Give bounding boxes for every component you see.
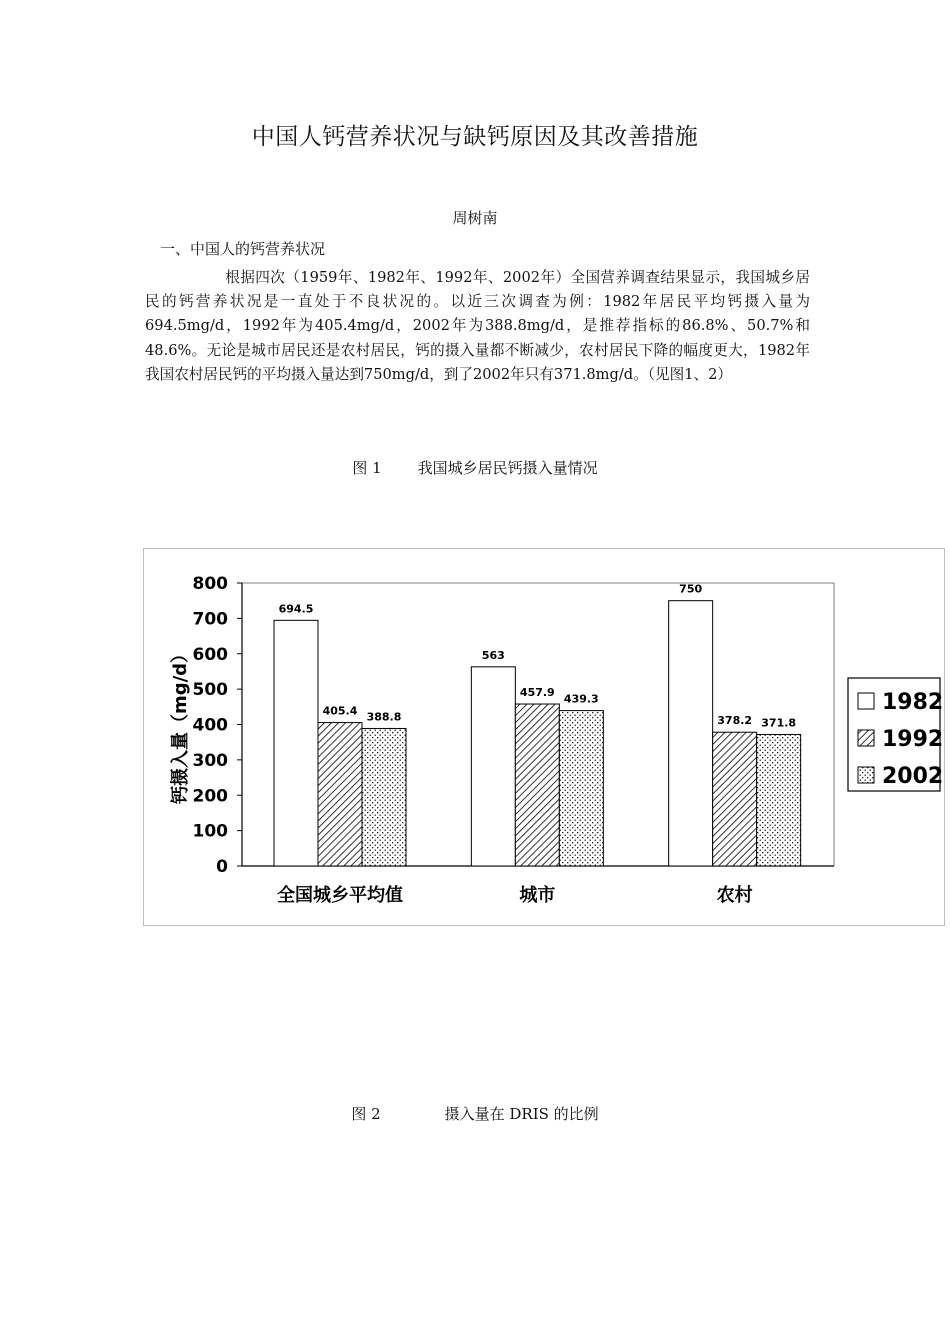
legend-swatch-1982	[858, 693, 874, 709]
body-paragraph	[145, 266, 810, 387]
figure2-title: 摄入量在 DRIS 的比例	[444, 1105, 599, 1123]
bar-1982	[471, 667, 515, 866]
data-label: 457.9	[519, 686, 555, 700]
figure2-caption	[0, 1103, 950, 1124]
chart-figure1	[143, 548, 945, 926]
data-label: 439.3	[563, 692, 599, 706]
x-tick-label: 全国城乡平均值	[277, 885, 403, 906]
figure1-title: 我国城乡居民钙摄入量情况	[417, 459, 598, 477]
document-title: 中国人钙营养状况与缺钙原因及其改善措施	[251, 124, 699, 150]
y-tick-label: 100	[192, 821, 228, 842]
legend-label: 1982	[882, 690, 944, 715]
y-axis-label: 钙摄入量（mg/d）	[170, 644, 191, 805]
legend-label: 2002	[882, 764, 944, 789]
bar-1992	[713, 732, 757, 866]
figure2-number: 图 2	[351, 1105, 381, 1123]
data-label: 563	[481, 648, 505, 662]
bar-chart	[144, 549, 944, 925]
y-tick-label: 700	[192, 609, 228, 630]
y-tick-label: 800	[192, 574, 228, 594]
bar-2002	[362, 728, 406, 866]
author-name: 周树南	[452, 209, 498, 227]
legend-swatch-1992	[858, 730, 874, 746]
data-label: 694.5	[278, 602, 314, 616]
x-tick-label: 城市	[519, 885, 556, 906]
data-label: 750	[679, 582, 703, 596]
y-tick-label: 400	[192, 715, 228, 736]
data-label: 405.4	[322, 704, 358, 718]
y-tick-label: 500	[192, 680, 228, 701]
bar-1982	[274, 620, 318, 866]
legend-label: 1992	[882, 727, 944, 752]
y-tick-label: 600	[192, 644, 228, 665]
bar-1992	[318, 723, 362, 866]
data-label: 378.2	[717, 714, 753, 728]
figure1-number: 图 1	[352, 459, 382, 477]
bar-2002	[757, 734, 801, 866]
data-label: 388.8	[366, 710, 402, 724]
y-tick-label: 200	[192, 786, 228, 807]
data-label: 371.8	[761, 716, 797, 730]
y-tick-label: 0	[216, 857, 228, 877]
figure1-caption	[0, 457, 950, 478]
bar-2002	[559, 711, 603, 866]
y-tick-label: 300	[192, 750, 228, 771]
bar-1982	[669, 601, 713, 866]
section-heading: 一、中国人的钙营养状况	[160, 240, 326, 258]
x-tick-label: 农村	[716, 885, 753, 906]
bar-1992	[515, 704, 559, 866]
paragraph-text: 根据四次（1959年、1982年、1992年、2002年）全国营养调查结果显示，我国城乡居民的钙营养状况是一直处于不良状况的。以近三次调查为例：1982年居民平均钙摄入量为694.5mg/d，1992年为405.4mg/d，2002年为388.8mg/d，是推荐指标的86.8%、50.7%和48.6%。无论是城市居民还是农村居民，钙的摄入量都不断减少，农村居民下降的幅度更大，1982年我国农村居民钙的平均摄入量达到750mg/d，到了2002年只有371.8mg/d。（见图1、2）	[145, 269, 810, 383]
legend-swatch-2002	[858, 767, 874, 783]
